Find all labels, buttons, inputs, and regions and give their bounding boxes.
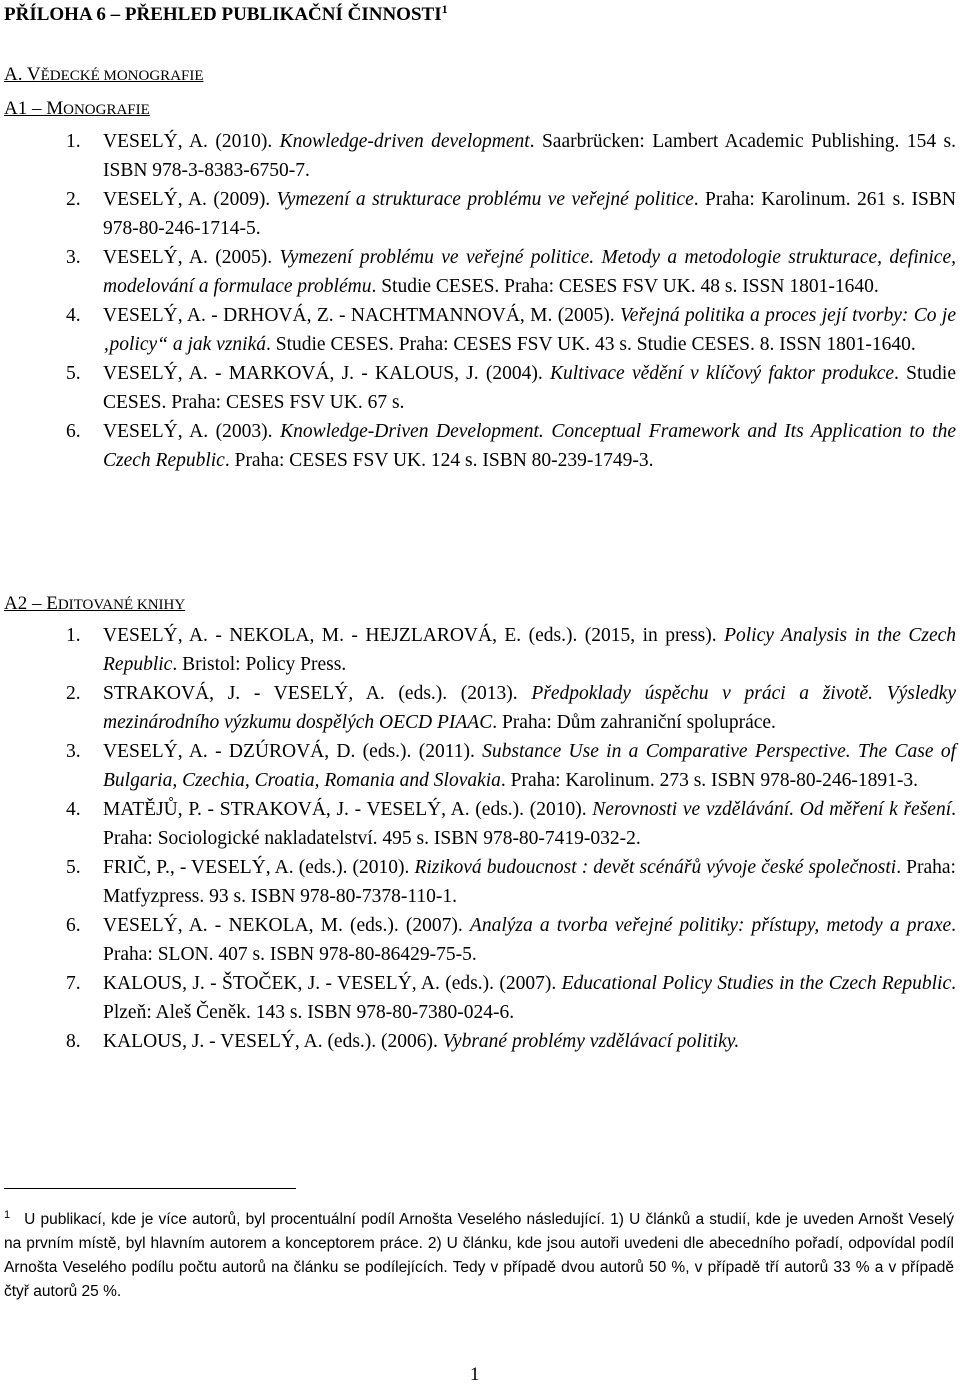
entry-title: Substance Use in a Comparative Perspective. The Case of Bulgaria, Czechia, Croatia, Romania and Slovakia — [103, 741, 956, 791]
entry-citation: . Praha: Karolinum. 261 s. ISBN 978-80-246-1714-5. — [103, 189, 956, 239]
entry-citation: VESELÝ, A. - MARKOVÁ, J. - KALOUS, J. (2004). — [103, 363, 550, 384]
entry-title: Educational Policy Studies in the Czech Republic — [561, 973, 952, 994]
publication-entry — [66, 969, 956, 1027]
entry-citation: . Praha: Karolinum. 273 s. ISBN 978-80-246-1891-3. — [500, 770, 918, 791]
entry-citation: . Studie CESES. Praha: CESES FSV UK. 48 s. ISSN 1801-1640. — [371, 276, 879, 297]
entry-title: Veřejná politika a proces její tvorby: Co je ‚policy“ a jak vzniká — [103, 305, 956, 355]
section-heading-a: A. VĚDECKÉ MONOGRAFIE — [4, 64, 204, 85]
publication-list-a2 — [66, 621, 956, 1056]
entry-number: 2. — [66, 683, 81, 704]
entry-citation: . Praha: CESES FSV UK. 124 s. ISBN 80-239-1749-3. — [224, 450, 654, 471]
entry-citation: KALOUS, J. - ŠTOČEK, J. - VESELÝ, A. (eds.). (2007). — [103, 973, 562, 994]
entry-text — [103, 185, 956, 243]
entry-title: Nerovnosti ve vzdělávání. Od měření k řešení — [592, 799, 952, 820]
page-number: 1 — [470, 1364, 480, 1385]
publication-entry — [66, 621, 956, 679]
entry-text — [103, 417, 956, 475]
page-title: PŘÍLOHA 6 – PŘEHLED PUBLIKAČNÍ ČINNOSTI$^1$ — [4, 2, 448, 25]
publication-entry — [66, 417, 956, 475]
entry-citation: MATĚJŮ, P. - STRAKOVÁ, J. - VESELÝ, A. (eds.). (2010). — [103, 799, 593, 820]
publication-entry — [66, 359, 956, 417]
entry-number: 3. — [66, 741, 81, 762]
entry-title: Knowledge-driven development — [279, 131, 530, 152]
entry-text — [103, 911, 956, 969]
publication-entry — [66, 679, 956, 737]
entry-citation: . Praha: Dům zahraniční spolupráce. — [492, 712, 776, 733]
entry-title: Kultivace vědění v klíčový faktor produkce — [549, 363, 895, 384]
footnote-separator — [4, 1188, 296, 1189]
footnote-reference[interactable]: 1 — [441, 2, 448, 16]
entry-number: 8. — [66, 1031, 81, 1052]
entry-citation: . Praha: Sociologické nakladatelství. 495 s. ISBN 978-80-7419-032-2. — [103, 799, 956, 849]
entry-citation: . Studie CESES. Praha: CESES FSV UK. 67 s. — [103, 363, 956, 413]
entry-number: 5. — [66, 363, 81, 384]
entry-citation: VESELÝ, A. - NEKOLA, M. - HEJZLAROVÁ, E. (eds.). (2015, in press). — [103, 625, 725, 646]
entry-text — [103, 969, 956, 1027]
entry-citation: . Praha: Matfyzpress. 93 s. ISBN 978-80-7378-110-1. — [103, 857, 956, 907]
entry-number: 7. — [66, 973, 81, 994]
entry-text — [103, 679, 956, 737]
publication-entry — [66, 795, 956, 853]
footnote-text: U publikací, kde je více autorů, byl procentuální podíl Arnošta Veselého následující. 1) U článků a studií, kde je uveden Arnošt Veselý na prvním místě, byl hlavním autorem a konceptorem práce. 2) U článku, kde jsou autoři uvedeni dle abecedního pořadí, odpovídal podíl Arnošta Veselého podílu počtu autorů na článku se podílejících. Tedy v případě dvou autorů 50 %, v případě tří autorů 33 % a v případě čtyř autorů 25 %. — [4, 1211, 954, 1300]
entry-title: Knowledge-Driven Development. Conceptual Framework and Its Application to the Czech Republic — [103, 421, 956, 471]
entry-number: 6. — [66, 421, 81, 442]
publication-list-a1 — [66, 127, 956, 475]
publication-entry — [66, 737, 956, 795]
subsection-heading-a1: A1 – MONOGRAFIE — [4, 98, 150, 119]
footnote: $^1$ U publikací, kde je více autorů, byl procentuální podíl Arnošta Veselého následující. 1) U článků a studií, kde je uveden Arnošt Veselý na prvním místě, byl hlavním autorem a konceptorem práce. 2) U článku, kde jsou autoři uvedeni dle abecedního pořadí, odpovídal podíl Arnošta Veselého podílu počtu autorů na článku se podílejících. Tedy v případě dvou autorů 50 %, v případě tří autorů 33 % a v případě čtyř autorů 25 %. — [4, 1209, 954, 1300]
entry-citation: VESELÝ, A. (2005). — [103, 247, 280, 268]
entry-citation: VESELÝ, A. - DZÚROVÁ, D. (eds.). (2011). — [103, 741, 483, 762]
publication-entry — [66, 1027, 956, 1056]
entry-number: 3. — [66, 247, 81, 268]
entry-citation: VESELÝ, A. - DRHOVÁ, Z. - NACHTMANNOVÁ, M. (2005). — [103, 305, 621, 326]
entry-text — [103, 127, 956, 185]
entry-citation: VESELÝ, A. (2003). — [103, 421, 281, 442]
entry-title: Vybrané problémy vzdělávací politiky. — [442, 1031, 740, 1052]
entry-number: 6. — [66, 915, 81, 936]
entry-title: Předpoklady úspěchu v práci a životě. Výsledky mezinárodního výzkumu dospělých OECD PIAAC — [103, 683, 956, 733]
entry-text — [103, 301, 956, 359]
entry-citation: VESELÝ, A. (2010). — [103, 131, 280, 152]
entry-text — [103, 359, 956, 417]
entry-number: 5. — [66, 857, 81, 878]
subsection-heading-a2: A2 – EDITOVANÉ KNIHY — [4, 593, 186, 614]
publication-entry — [66, 911, 956, 969]
entry-number: 4. — [66, 799, 81, 820]
entry-citation: FRIČ, P., - VESELÝ, A. (eds.). (2010). — [103, 857, 415, 878]
entry-title: Vymezení problému ve veřejné politice. Metody a metodologie strukturace, definice, modelování a formulace problému — [103, 247, 956, 297]
entry-citation: KALOUS, J. - VESELÝ, A. (eds.). (2006). — [103, 1031, 443, 1052]
entry-citation: STRAKOVÁ, J. - VESELÝ, A. (eds.). (2013). — [103, 683, 532, 704]
publication-entry — [66, 301, 956, 359]
entry-citation: . Praha: SLON. 407 s. ISBN 978-80-86429-75-5. — [103, 915, 957, 965]
entry-number: 2. — [66, 189, 81, 210]
entry-citation: . Plzeň: Aleš Čeněk. 143 s. ISBN 978-80-7380-024-6. — [103, 973, 956, 1023]
entry-title: Riziková budoucnost : devět scénářů vývoje české společnosti — [414, 857, 897, 878]
entry-citation: VESELÝ, A. (2009). — [103, 189, 277, 210]
entry-text — [103, 243, 956, 301]
publication-entry — [66, 185, 956, 243]
entry-citation: . Saarbrücken: Lambert Academic Publishing. 154 s. ISBN 978-3-8383-6750-7. — [103, 131, 956, 181]
entry-title: Policy Analysis in the Czech Republic — [103, 625, 956, 675]
entry-text — [103, 621, 956, 679]
entry-number: 1. — [66, 131, 81, 152]
entry-citation: . Bristol: Policy Press. — [172, 654, 347, 675]
publication-entry — [66, 127, 956, 185]
entry-text — [103, 1027, 956, 1056]
entry-number: 1. — [66, 625, 81, 646]
entry-number: 4. — [66, 305, 81, 326]
entry-title: Analýza a tvorba veřejné politiky: přístupy, metody a praxe — [469, 915, 952, 936]
entry-text — [103, 795, 956, 853]
entry-title: Vymezení a strukturace problému ve veřejné politice — [276, 189, 694, 210]
publication-entry — [66, 243, 956, 301]
entry-text — [103, 853, 956, 911]
entry-text — [103, 737, 956, 795]
entry-citation: VESELÝ, A. - NEKOLA, M. (eds.). (2007). — [103, 915, 470, 936]
publication-entry — [66, 853, 956, 911]
entry-citation: . Studie CESES. Praha: CESES FSV UK. 43 s. Studie CESES. 8. ISSN 1801-1640. — [266, 334, 916, 355]
